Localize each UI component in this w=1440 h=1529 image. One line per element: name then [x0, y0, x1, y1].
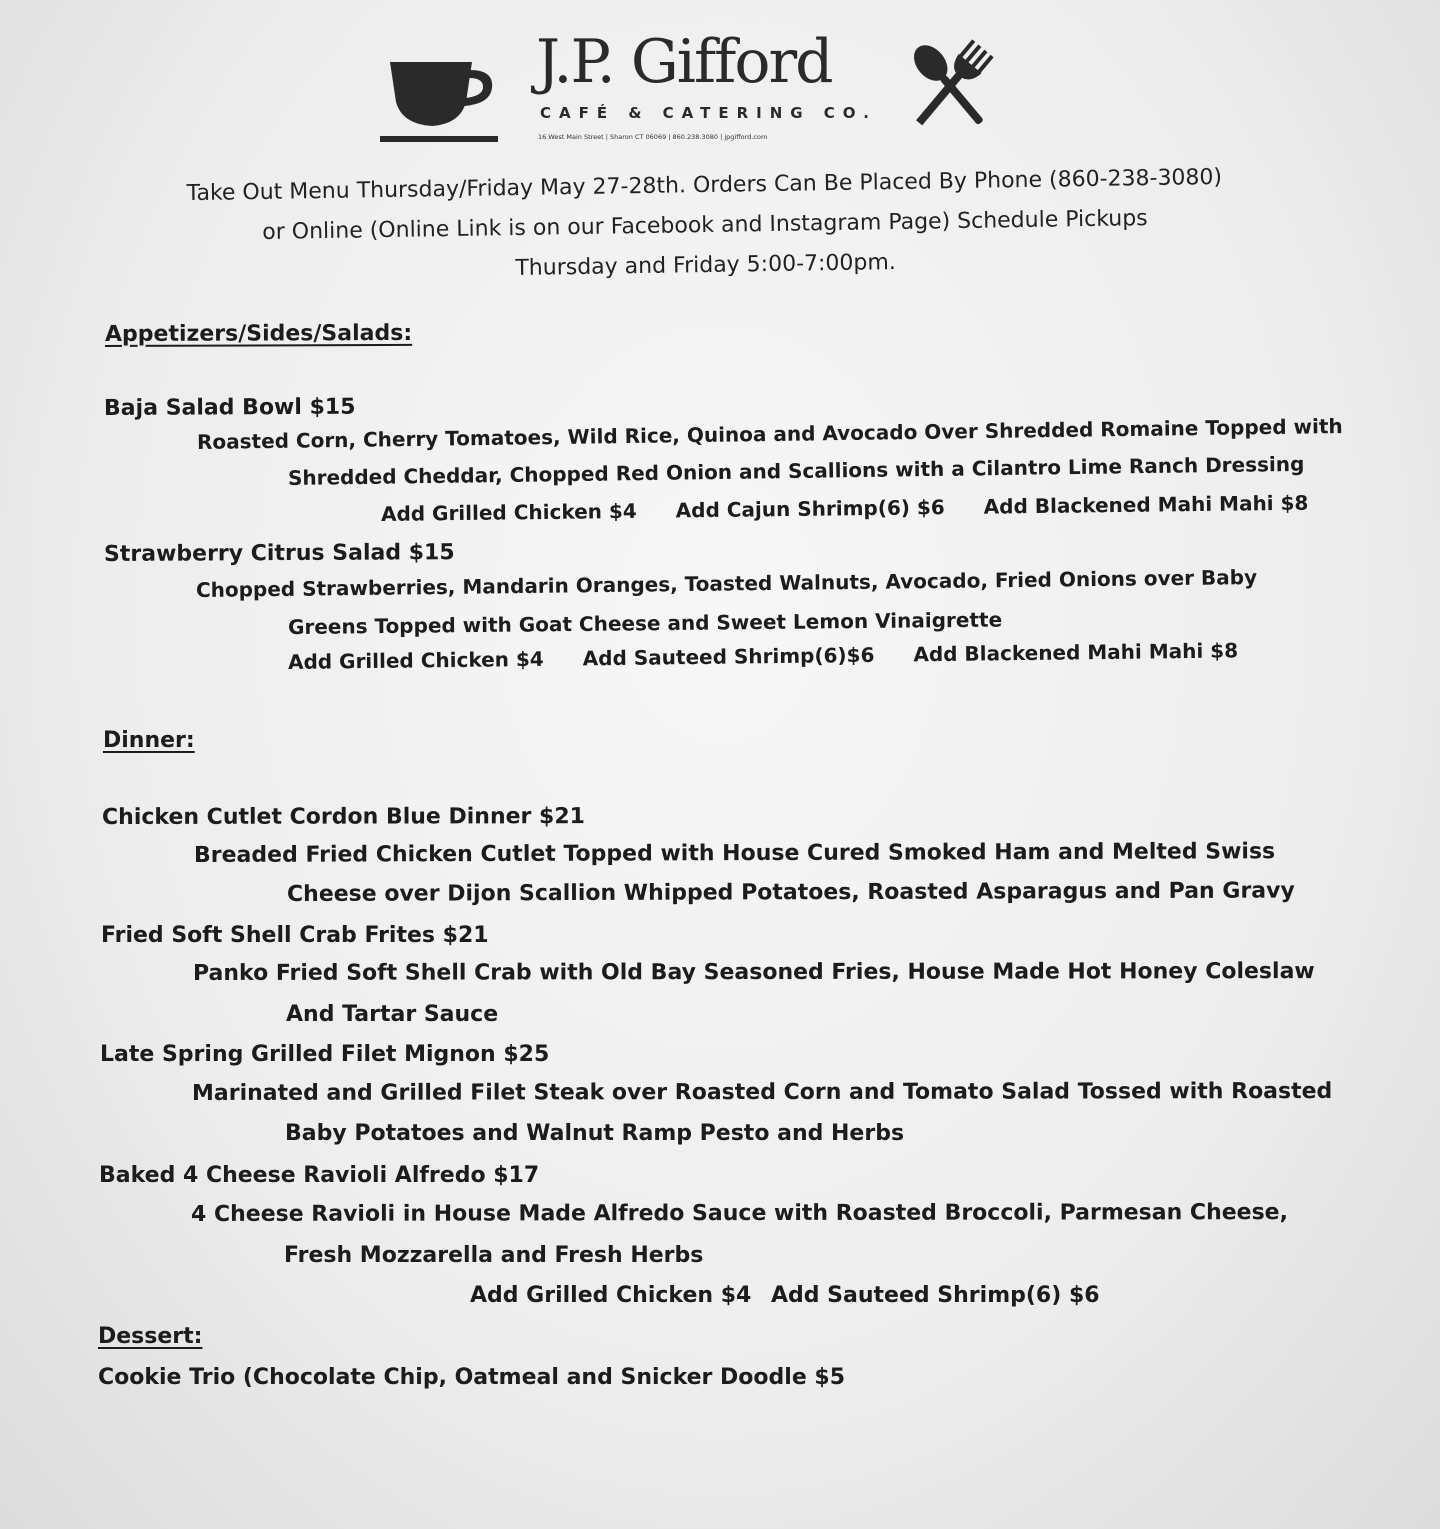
intro-line-3: Thursday and Friday 5:00-7:00pm. [515, 250, 897, 281]
addon-option: Add Grilled Chicken $4 [470, 1283, 752, 1308]
brand-subtitle: CAFÉ & CATERING CO. [540, 104, 877, 122]
dessert-heading: Dessert: [98, 1324, 203, 1349]
item-description: 4 Cheese Ravioli in House Made Alfredo Sauce with Roasted Broccoli, Parmesan Cheese, [190, 1200, 1288, 1227]
item-description: Fresh Mozzarella and Fresh Herbs [284, 1243, 704, 1268]
item-title: Fried Soft Shell Crab Frites $21 [101, 923, 489, 948]
item-description: Greens Topped with Goat Cheese and Sweet Lemon Vinaigrette [287, 607, 1003, 639]
addon-option: Add Sauteed Shrimp(6) $6 [771, 1283, 1100, 1308]
brand-address: 16 West Main Street | Sharon CT 06069 | 860.238.3080 | jpgifford.com [538, 133, 768, 141]
item-addons [288, 638, 1238, 674]
addon-option: Add Blackened Mahi Mahi $8 [913, 638, 1239, 667]
item-description: Marinated and Grilled Filet Steak over Roasted Corn and Tomato Salad Tossed with Roasted [191, 1079, 1333, 1106]
item-addons [381, 491, 1309, 526]
item-title: Strawberry Citrus Salad $15 [103, 540, 455, 567]
item-addons [470, 1283, 1100, 1308]
intro-line-1: Take Out Menu Thursday/Friday May 27-28th. Orders Can Be Placed By Phone (860-238-3080) [186, 164, 1223, 207]
item-title: Baked 4 Cheese Ravioli Alfredo $17 [99, 1163, 540, 1188]
dinner-heading: Dinner: [103, 728, 195, 753]
intro-line-2: or Online (Online Link is on our Facebook and Instagram Page) Schedule Pickups [262, 206, 1148, 245]
addon-option: Add Sauteed Shrimp(6)$6 [582, 642, 875, 671]
appetizers-heading: Appetizers/Sides/Salads: [104, 320, 413, 347]
addon-option: Add Grilled Chicken $4 [380, 498, 637, 526]
item-description: Panko Fried Soft Shell Crab with Old Bay Seasoned Fries, House Made Hot Honey Coleslaw [192, 959, 1315, 986]
item-title: Chicken Cutlet Cordon Blue Dinner $21 [101, 804, 585, 830]
item-description: Cheese over Dijon Scallion Whipped Potatoes, Roasted Asparagus and Pan Gravy [286, 878, 1295, 907]
item-description: Roasted Corn, Cherry Tomatoes, Wild Rice, Quinoa and Avocado Over Shredded Romaine Topped with [196, 414, 1343, 454]
item-title: Baja Salad Bowl $15 [103, 394, 356, 421]
item-description: Breaded Fried Chicken Cutlet Topped with House Cured Smoked Ham and Melted Swiss [193, 839, 1276, 868]
item-description: Shredded Cheddar, Chopped Red Onion and Scallions with a Cilantro Lime Ranch Dressing [287, 451, 1305, 490]
item-description: Baby Potatoes and Walnut Ramp Pesto and Herbs [285, 1121, 905, 1146]
item-title: Cookie Trio (Chocolate Chip, Oatmeal and Snicker Doodle $5 [98, 1365, 846, 1390]
addon-option: Add Blackened Mahi Mahi $8 [983, 490, 1309, 519]
addon-option: Add Grilled Chicken $4 [287, 646, 544, 674]
addon-option: Add Cajun Shrimp(6) $6 [675, 495, 945, 523]
item-title: Late Spring Grilled Filet Mignon $25 [100, 1042, 550, 1067]
item-description: And Tartar Sauce [286, 1002, 499, 1027]
brand-name: J.P. Gifford [536, 27, 832, 97]
item-description: Chopped Strawberries, Mandarin Oranges, Toasted Walnuts, Avocado, Fried Onions over Baby [195, 565, 1258, 602]
